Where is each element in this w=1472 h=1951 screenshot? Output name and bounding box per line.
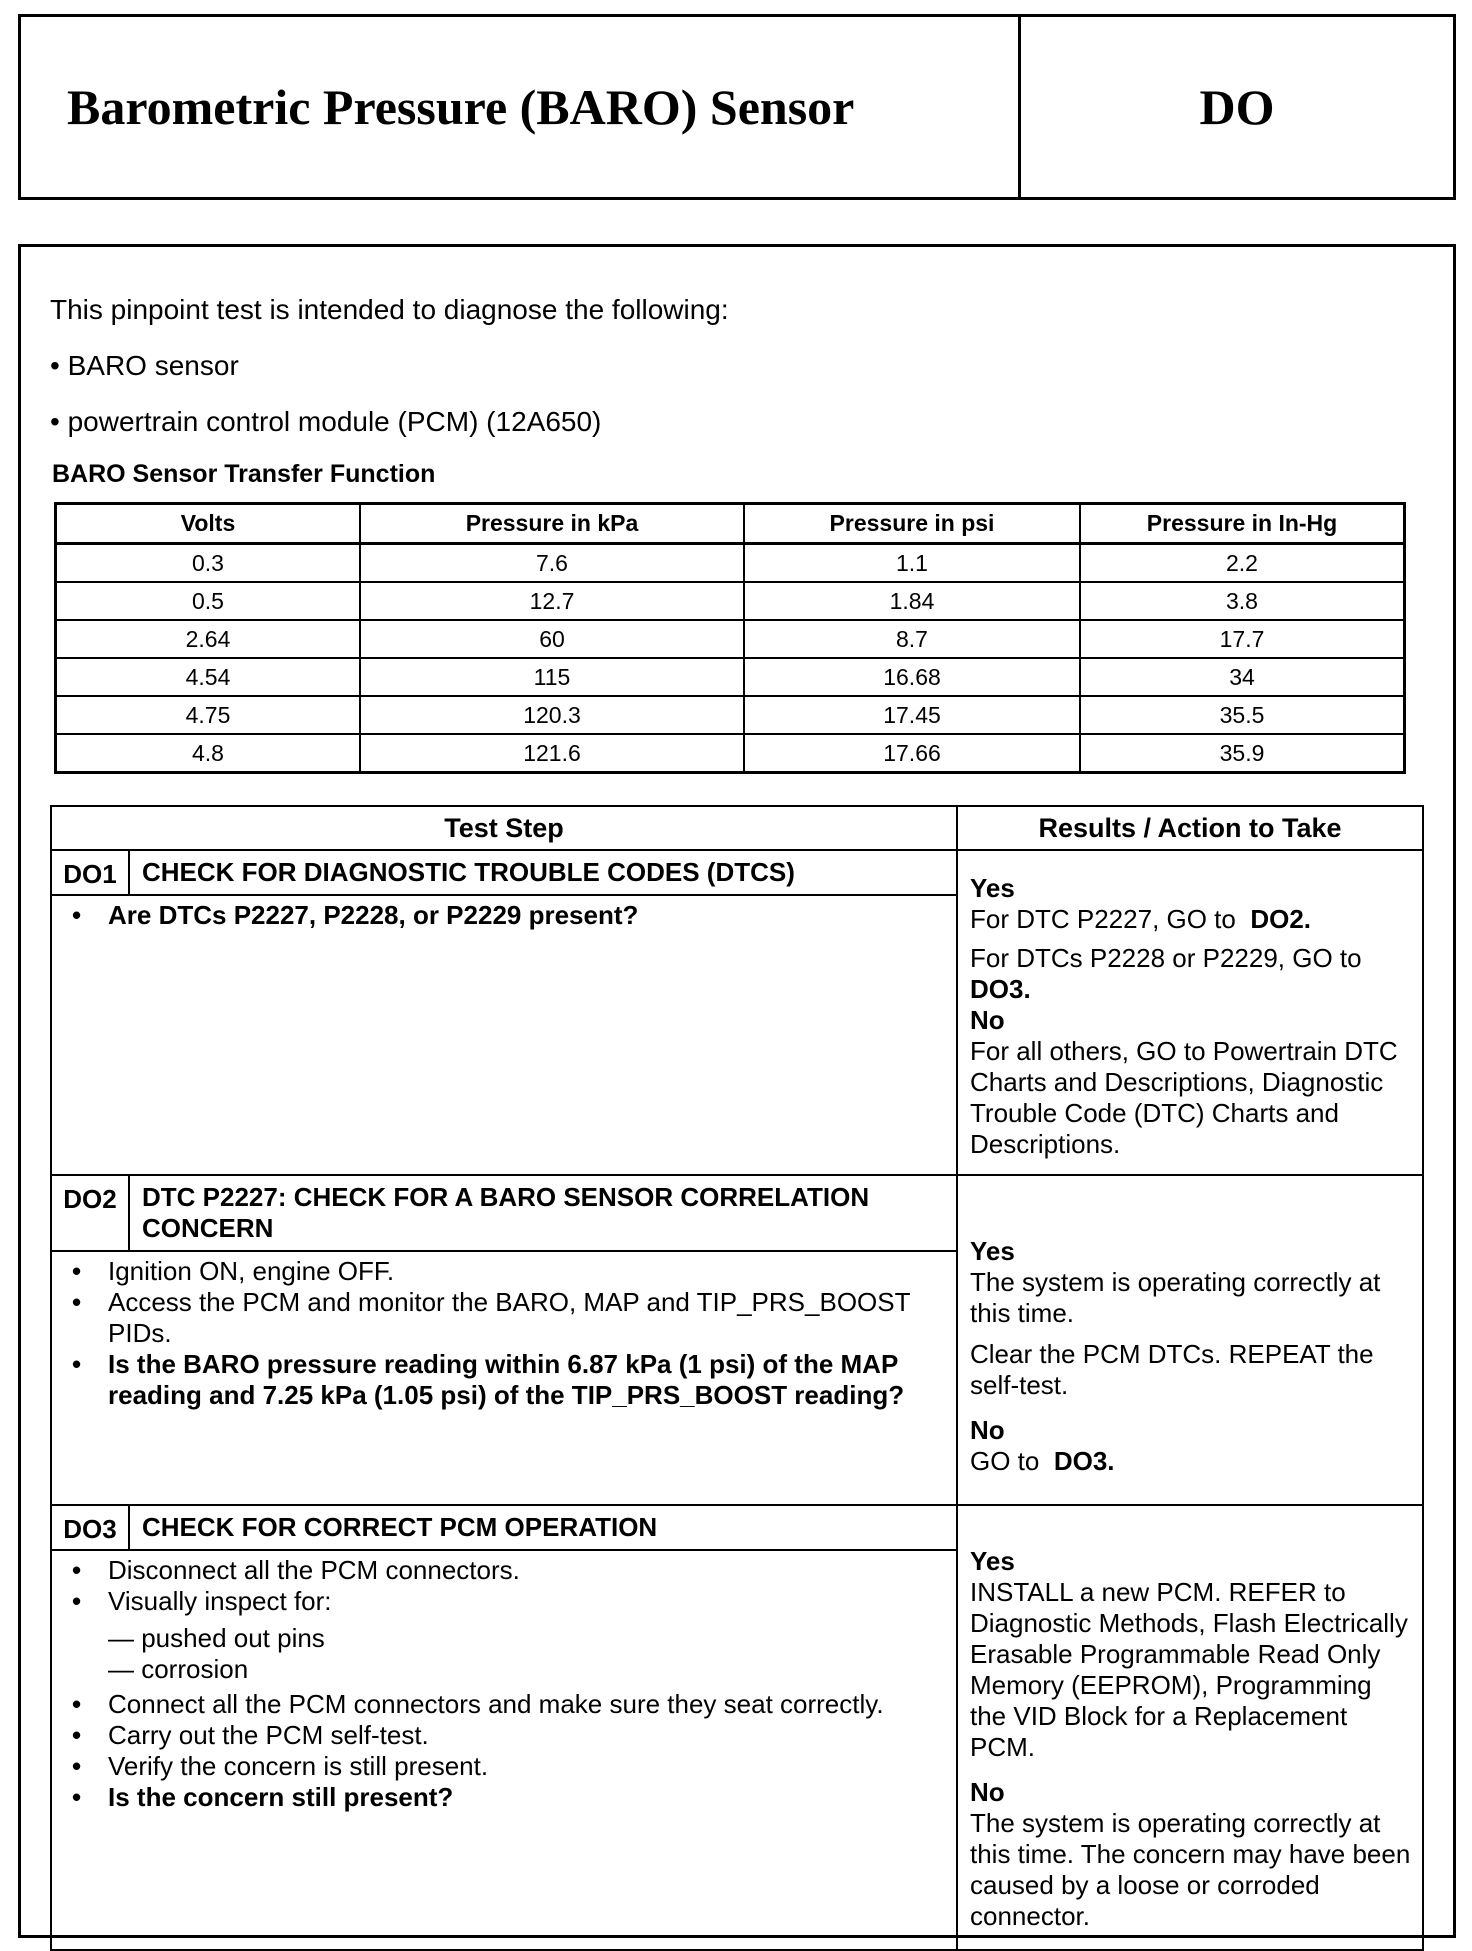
table-cell: 35.9	[1080, 734, 1405, 773]
step-title: DTC P2227: CHECK FOR A BARO SENSOR CORRELATION CONCERN	[129, 1175, 957, 1251]
table-row	[56, 734, 1405, 773]
intro	[50, 282, 729, 450]
step-do3-result	[957, 1505, 1423, 1950]
page-title: Barometric Pressure (BARO) Sensor	[21, 17, 1021, 197]
transfer-function-title: BARO Sensor Transfer Function	[52, 460, 436, 488]
result-text: The system is operating correctly at this time.	[970, 1267, 1381, 1328]
result-text: INSTALL a new PCM. REFER to Diagnostic Methods, Flash Electrically Erasable Programmable Read Only Memory (EEPROM), Programming the VID Block for a Replacement PCM.	[970, 1577, 1408, 1762]
result-text: Clear the PCM DTCs. REPEAT the self-test.	[970, 1339, 1374, 1400]
table-cell: 17.66	[744, 734, 1080, 773]
table-row	[56, 696, 1405, 734]
sub-list	[108, 1623, 944, 1685]
table-cell: 4.8	[56, 734, 361, 773]
step-id: DO2	[51, 1175, 129, 1251]
table-cell: 17.45	[744, 696, 1080, 734]
table-cell: 1.1	[744, 544, 1080, 583]
result-text: The system is operating correctly at this time. The concern may have been caused by a loose or corroded connector.	[970, 1808, 1411, 1931]
table-cell: 0.3	[56, 544, 361, 583]
table-cell: 12.7	[360, 582, 744, 620]
table-cell: 1.84	[744, 582, 1080, 620]
intro-lead: This pinpoint test is intended to diagnose the following:	[50, 294, 729, 325]
step-do3-body	[51, 1550, 957, 1950]
table-cell: 17.7	[1080, 620, 1405, 658]
step-do3-header	[51, 1505, 1423, 1550]
table-row	[56, 544, 1405, 583]
result-no-label: No	[970, 1415, 1005, 1445]
table-cell: 115	[360, 658, 744, 696]
sub-list-item: — corrosion	[108, 1654, 249, 1684]
page-header	[18, 14, 1456, 200]
column-header: Volts	[56, 504, 361, 544]
table-cell: 8.7	[744, 620, 1080, 658]
result-yes-label: Yes	[970, 873, 1015, 903]
list-item: • Disconnect all the PCM connectors.	[108, 1555, 944, 1586]
result-no-label: No	[970, 1777, 1005, 1807]
column-header: Pressure in In-Hg	[1080, 504, 1405, 544]
sub-list-item: — pushed out pins	[108, 1623, 325, 1653]
step-do1-header	[51, 850, 1423, 895]
column-header: Pressure in kPa	[360, 504, 744, 544]
intro-item: • BARO sensor	[50, 350, 239, 381]
step-do1-result	[957, 850, 1423, 1175]
table-row	[56, 658, 1405, 696]
table-cell: 34	[1080, 658, 1405, 696]
table-cell: 2.2	[1080, 544, 1405, 583]
result-text: For DTC P2227, GO to DO2.	[970, 904, 1312, 934]
table-cell: 4.54	[56, 658, 361, 696]
list-item: • Are DTCs P2227, P2228, or P2229 present?	[108, 900, 944, 931]
list-item: • Visually inspect for: — pushed out pins — corrosion	[108, 1586, 944, 1685]
table-cell: 4.75	[56, 696, 361, 734]
intro-item: • powertrain control module (PCM) (12A650)	[50, 406, 602, 437]
table-cell: 60	[360, 620, 744, 658]
result-yes-label: Yes	[970, 1546, 1015, 1576]
result-no-label: No	[970, 1005, 1005, 1035]
table-cell: 2.64	[56, 620, 361, 658]
transfer-function-table	[54, 502, 1406, 774]
table-cell: 16.68	[744, 658, 1080, 696]
result-yes-label: Yes	[970, 1236, 1015, 1266]
result-text: For all others, GO to Powertrain DTC Charts and Descriptions, Diagnostic Trouble Code (DTC) Charts and Descriptions.	[970, 1036, 1398, 1159]
list-item: • Verify the concern is still present.	[108, 1751, 944, 1782]
step-do1-body	[51, 895, 957, 1175]
table-cell: 3.8	[1080, 582, 1405, 620]
column-header-results: Results / Action to Take	[957, 806, 1423, 850]
section-code: DO	[1199, 79, 1275, 135]
table-cell: 121.6	[360, 734, 744, 773]
list-item: • Connect all the PCM connectors and make sure they seat correctly.	[108, 1689, 944, 1720]
result-text: For DTCs P2228 or P2229, GO to DO3.	[970, 943, 1362, 1004]
table-cell: 35.5	[1080, 696, 1405, 734]
list-item: • Access the PCM and monitor the BARO, MAP and TIP_PRS_BOOST PIDs.	[108, 1287, 944, 1349]
list-item: • Ignition ON, engine OFF.	[108, 1256, 944, 1287]
step-title: CHECK FOR CORRECT PCM OPERATION	[129, 1505, 957, 1550]
list-item: • Is the BARO pressure reading within 6.87 kPa (1 psi) of the MAP reading and 7.25 kPa (1.05 psi) of the TIP_PRS_BOOST reading?	[108, 1349, 944, 1411]
list-item: • Is the concern still present?	[108, 1782, 944, 1813]
step-id: DO3	[51, 1505, 129, 1550]
test-step-table	[50, 805, 1424, 1951]
table-cell: 7.6	[360, 544, 744, 583]
step-do2-body	[51, 1251, 957, 1505]
step-do2-result	[957, 1175, 1423, 1505]
table-row	[56, 582, 1405, 620]
table-cell: 0.5	[56, 582, 361, 620]
table-cell: 120.3	[360, 696, 744, 734]
column-header: Pressure in psi	[744, 504, 1080, 544]
result-text: GO to DO3.	[970, 1446, 1115, 1476]
step-id: DO1	[51, 850, 129, 895]
step-do2-header	[51, 1175, 1423, 1251]
step-title: CHECK FOR DIAGNOSTIC TROUBLE CODES (DTCS)	[129, 850, 957, 895]
column-header-test-step: Test Step	[51, 806, 957, 850]
list-item: • Carry out the PCM self-test.	[108, 1720, 944, 1751]
table-row	[56, 620, 1405, 658]
